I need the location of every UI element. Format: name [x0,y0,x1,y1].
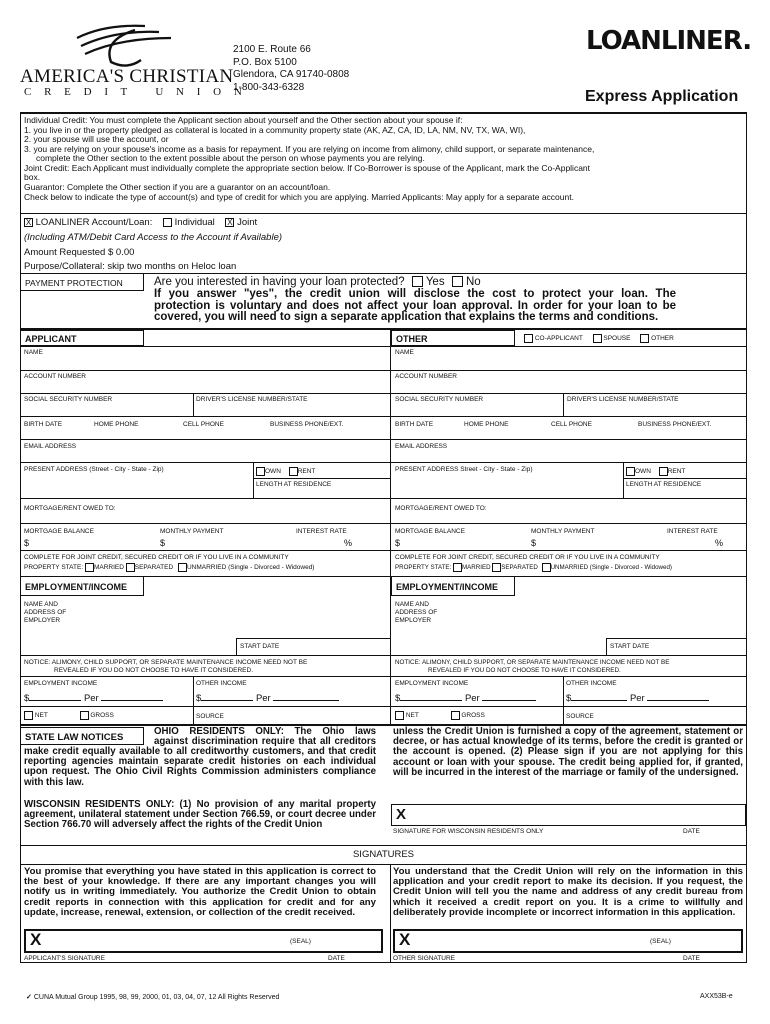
rule [20,523,390,524]
individual-checkbox[interactable] [163,218,172,227]
other-married-checkbox[interactable] [453,563,462,572]
protection-line: covered, you will need to sign a separate application that explains the terms and conditions. [154,311,659,324]
other-mortgage-balance-label: MORTGAGE BALANCE [395,528,465,535]
instruction-item: 3. you are relying on your spouse's income as a basis for repayment. If you are relying on income from alimony, child support, or separate maintenance, [24,143,595,154]
org-address [233,44,349,94]
purpose-collateral[interactable]: Purpose/Collateral: skip two months on Heloc loan [24,261,237,272]
rule [390,550,746,551]
rule [390,393,746,394]
credit-union-logo-mark [75,20,175,72]
applicant-title: APPLICANT [25,334,77,344]
applicant-payment-dollar[interactable]: $ [160,538,166,548]
co-applicant-checkbox[interactable] [524,334,533,343]
rule [20,676,390,677]
other-payment-dollar[interactable]: $ [531,538,537,548]
account-type-row [24,217,257,228]
ohio-notice-head [154,727,376,747]
divider [623,462,624,498]
rule [20,845,747,846]
copyright-line [26,993,279,1001]
own-label: OWN [635,468,651,476]
payment-protection-label: PAYMENT PROTECTION [25,278,123,288]
applicant-emp-income-label: EMPLOYMENT INCOME [24,680,98,687]
other-balance-dollar[interactable]: $ [395,538,401,548]
state-law-title: STATE LAW NOTICES [25,732,124,743]
applicant-net-checkbox[interactable] [24,711,33,720]
applicant-net-gross [24,711,114,720]
org-name: AMERICA'S CHRISTIAN [20,66,234,87]
divider [563,393,564,416]
applicant-marital-row [24,563,314,572]
protection-line: protection is voluntary and does not affect your loan approval. In order for your loan to be [154,299,676,312]
applicant-mortgage-balance-label: MORTGAGE BALANCE [24,528,94,535]
divider [193,676,194,724]
signature-x-mark: X [30,930,42,949]
other-type-row [524,334,674,343]
other-notice-b: REVEALED IF YOU DO NOT CHOOSE TO HAVE IT CONSIDERED. [428,667,621,674]
other-monthly-payment-label: MONTHLY PAYMENT [531,528,595,535]
protection-yes-label: Yes [425,276,445,288]
applicant-certification: You promise that everything you have stated in this application is correct to the best of your knowledge. If there are any important changes you will notify us in writing immediately. You authorize the Credit Union to obtain credit reports in connection with this application for credit and for any update, increase, renewal, extension, or collection of the credit received. [24,866,376,918]
signature-x-mark: X [396,806,407,823]
ohio-line: OHIO RESIDENTS ONLY: The Ohio laws [154,726,376,737]
top-rule [20,112,747,114]
loanliner-logo: LOANLINER. [586,26,752,56]
other-interest-label: INTEREST RATE [667,528,718,535]
address-line: 2100 E. Route 66 [233,44,311,55]
wisconsin-signature-box[interactable] [391,804,746,826]
rule [236,638,390,639]
wisconsin-notice-cont: unless the Credit Union is furnished a copy of the agreement, statement or decree, or has actual knowledge of its terms, before the credit is granted or the account is opened. (2) Please sign if you are not applying for this account or loan with your spouse. The credit being applied for, if granted, will be incurred in the interest of the marriage or family of the undersigned. [393,726,743,778]
gross-label: GROSS [461,712,485,720]
rule [623,478,746,479]
dollar-sign: $ [395,693,401,704]
gross-label: GROSS [90,712,114,720]
property-state-label: PROPERTY STATE: [24,564,84,572]
other-ssn-label: SOCIAL SECURITY NUMBER [395,396,484,403]
instructions [24,116,744,203]
applicant-birthdate-label: BIRTH DATE [24,421,63,428]
rule [390,416,746,417]
rent-label: RENT [297,468,316,476]
rule [20,550,390,551]
instruction-intro: Individual Credit: You must complete the Applicant section about yourself and the Other section about your spouse if: [24,115,463,125]
divider [253,462,254,498]
other-signature-label: OTHER SIGNATURE [393,955,455,962]
other-start-date-label: START DATE [610,643,650,650]
applicant-interest-percent[interactable]: % [344,538,353,548]
applicant-joint-note: COMPLETE FOR JOINT CREDIT, SECURED CREDIT OR IF YOU LIVE IN A COMMUNITY [24,554,289,561]
other-employer-label: NAME AND ADDRESS OF EMPLOYER [395,601,438,624]
address-line: P.O. Box 5100 [233,56,297,68]
applicant-emp-income-field[interactable] [24,693,163,704]
rule [390,655,746,656]
applicant-signature-box[interactable] [24,929,383,953]
loanliner-checkbox[interactable]: X [25,217,32,227]
applicant-monthly-payment-label: MONTHLY PAYMENT [160,528,224,535]
applicant-email-label: EMAIL ADDRESS [24,443,77,450]
form-title: Express Application [585,88,739,105]
rule [390,676,746,677]
signatures-title: SIGNATURES [352,849,415,860]
other-unmarried-checkbox[interactable] [542,563,551,572]
ohio-line: against discrimination require that all creditors [154,736,376,747]
joint-credit-note: Joint Credit: Each Applicant must individually complete the appropriate section below. If Co-Borrower is spouse of the Applicant, mark the Co-Applicant [24,162,591,173]
left-border [20,112,21,962]
check-below-note: Check below to indicate the type of account(s) and type of credit for which you are applying. Married Applicants: May apply for a separate account. [24,192,574,202]
per-label: Per [464,693,480,704]
individual-label: Individual [174,217,215,228]
applicant-interest-label: INTEREST RATE [296,528,347,535]
other-interest-percent[interactable]: % [715,538,724,548]
other-title: OTHER [396,334,428,344]
cuna-logo-icon: ✓ [26,994,32,1001]
divider [193,393,194,416]
rule [20,864,747,865]
dollar-sign: $ [24,693,30,704]
other-net-checkbox[interactable] [395,711,404,720]
phone-line: 1-800-343-6328 [233,81,305,93]
other-own-checkbox[interactable] [626,467,635,476]
divider [606,638,607,655]
other-certification: You understand that the Credit Union will rely on the information in this application and your credit report to make its decision. If you request, the Credit Union will tell you the name and address of any credit bureau from which it received a credit report on you. It is a crime to willfully and deliberately provide incomplete or incorrect information in this application. [393,866,743,918]
applicant-source-label: SOURCE [196,713,224,720]
other-signature-box[interactable] [393,929,743,953]
other-address-label: PRESENT ADDRESS Street - City - State - Zip) [395,466,533,473]
other-businessphone-label: BUSINESS PHONE/EXT. [638,421,712,428]
other-gross-checkbox[interactable] [451,711,460,720]
applicant-rent-checkbox[interactable] [289,467,298,476]
spouse-label: SPOUSE [603,335,631,343]
rule [20,655,390,656]
column-divider [390,864,391,962]
applicant-balance-dollar[interactable]: $ [24,538,30,548]
wisconsin-date-label: DATE [683,828,700,835]
applicant-cellphone-label: CELL PHONE [183,421,224,428]
applicant-start-date-label: START DATE [240,643,280,650]
other-joint-note: COMPLETE FOR JOINT CREDIT, SECURED CREDIT OR IF YOU LIVE IN A COMMUNITY [395,554,660,561]
other-employment-title: EMPLOYMENT/INCOME [396,582,499,592]
rule [20,346,390,347]
applicant-gross-checkbox[interactable] [80,711,89,720]
form-code: AXX53B-e [700,993,733,1000]
applicant-employer-label: NAME AND ADDRESS OF EMPLOYER [24,601,67,624]
applicant-other-income-field[interactable] [196,693,339,704]
protection-no-label: No [465,276,481,288]
applicant-unmarried-checkbox[interactable] [178,563,187,572]
other-emp-income-label: EMPLOYMENT INCOME [395,680,469,687]
copyright-text: CUNA Mutual Group 1995, 98, 99, 2000, 01, 03, 04, 07, 12 All Rights Reserved [33,994,280,1001]
applicant-ssn-label: SOCIAL SECURITY NUMBER [24,396,113,403]
applicant-notice-a: NOTICE: ALIMONY, CHILD SUPPORT, OR SEPARATE MAINTENANCE INCOME NEED NOT BE [24,659,308,666]
net-label: NET [34,712,48,720]
protection-no-checkbox[interactable] [452,276,463,287]
rule [390,523,746,524]
separated-label: SEPARATED [134,564,174,572]
protection-text [154,289,676,324]
unmarried-label: UNMARRIED (Single - Divorced - Widowed) [186,564,315,572]
rule [20,462,390,463]
protection-question: Are you interested in having your loan protected? [154,276,405,288]
other-emp-income-field[interactable] [395,693,536,704]
applicant-married-checkbox[interactable] [85,563,94,572]
rule [390,439,746,440]
ohio-notice-body: make credit equally available to all creditworthy customers, and that credit reporting agencies maintain separate credit histories on each individual upon request. The Ohio Civil Rights Commission administers compliance with this law. [24,746,376,788]
applicant-own-rent [256,467,315,476]
per-label: Per [83,693,99,704]
applicant-businessphone-label: BUSINESS PHONE/EXT. [270,421,344,428]
rule [253,478,390,479]
co-applicant-label: CO-APPLICANT [534,335,583,343]
rule [20,393,390,394]
other-other-income-label: OTHER INCOME [566,680,617,687]
bottom-rule [20,962,747,963]
applicant-address-label: PRESENT ADDRESS (Street - City - State - Zip) [24,466,164,473]
other-cellphone-label: CELL PHONE [551,421,592,428]
guarantor-note: Guarantor: Complete the Other section if you are a guarantor on an account/loan. [24,181,331,192]
applicant-employment-title: EMPLOYMENT/INCOME [25,582,128,592]
other-source-label: SOURCE [566,713,594,720]
other-other-income-field[interactable] [566,693,709,704]
per-label: Per [629,693,645,704]
applicant-mortgage-owed-label: MORTGAGE/RENT OWED TO: [24,505,116,512]
atm-note: (Including ATM/Debit Card Access to the Account if Available) [24,232,283,243]
other-separated-checkbox[interactable] [492,563,501,572]
column-divider [390,328,391,724]
applicant-separated-checkbox[interactable] [126,563,135,572]
other-birthdate-label: BIRTH DATE [395,421,434,428]
rule [606,638,746,639]
divider [236,638,237,655]
dollar-sign: $ [566,693,572,704]
other-rent-checkbox[interactable] [659,467,668,476]
amount-requested[interactable]: Amount Requested $ 0.00 [24,247,135,258]
other-date-label: DATE [683,955,700,962]
net-label: NET [405,712,419,720]
signature-x-mark: X [399,930,411,949]
instruction-item: 1. you live in or the property pledged as collateral is located in a community property state (AK, AZ, CA, ID, LA, NM, NV, TX, WA, WI), [24,124,526,135]
applicant-homephone-label: HOME PHONE [94,421,139,428]
applicant-account-label: ACCOUNT NUMBER [24,373,86,380]
instruction-item: 2. your spouse will use the account, or [24,134,169,144]
rule [390,346,746,347]
applicant-license-label: DRIVER'S LICENSE NUMBER/STATE [196,396,308,403]
wisconsin-notice: WISCONSIN RESIDENTS ONLY: (1) No provision of any marital property agreement, unilateral statement under Section 766.59, or court decree under Section 766.70 will adversely affect the rights of the Credit Union [24,799,376,831]
dollar-sign: $ [196,693,202,704]
loanliner-label: LOANLINER Account/Loan: [35,217,153,228]
seal-label: (SEAL) [290,938,311,945]
separated-label: SEPARATED [501,564,538,572]
per-label: Per [255,693,271,704]
applicant-signature-label: APPLICANT'S SIGNATURE [24,955,105,962]
applicant-other-income-label: OTHER INCOME [196,680,247,687]
own-label: OWN [265,468,281,476]
protection-line: If you answer "yes", the credit union will disclose the cost to protect your loan. The [154,288,676,300]
rule [390,370,746,371]
rule [20,370,390,371]
rule [20,213,747,214]
divider [563,676,564,724]
applicant-date-label: DATE [328,955,345,962]
joint-label: Joint [237,217,258,228]
other-mortgage-owed-label: MORTGAGE/RENT OWED TO: [395,505,487,512]
married-label: MARRIED [462,564,491,572]
right-border [746,112,747,962]
protection-yes-checkbox[interactable] [412,276,423,287]
seal-label: (SEAL) [650,938,671,945]
other-email-label: EMAIL ADDRESS [395,443,448,450]
wisconsin-signature-label: SIGNATURE FOR WISCONSIN RESIDENTS ONLY [393,828,544,835]
other-account-label: ACCOUNT NUMBER [395,373,457,380]
applicant-own-checkbox[interactable] [256,467,265,476]
other-name-label: NAME [395,349,414,356]
joint-checkbox[interactable]: X [227,217,233,227]
rent-label: RENT [667,468,686,476]
other-length-label: LENGTH AT RESIDENCE [626,481,702,488]
other-own-rent [626,467,685,476]
protection-question-row [154,276,481,288]
rule [390,462,746,463]
other-option-label: OTHER [651,335,674,343]
org-subname: C R E D I T U N I O N [24,86,247,98]
property-state-label: PROPERTY STATE: [395,564,452,572]
applicant-notice-b: REVEALED IF YOU DO NOT CHOOSE TO HAVE IT CONSIDERED. [54,667,254,674]
applicant-length-label: LENGTH AT RESIDENCE [256,481,332,488]
other-homephone-label: HOME PHONE [464,421,509,428]
rule [20,439,390,440]
rule [20,706,390,707]
other-checkbox[interactable] [640,334,649,343]
other-net-gross [395,711,485,720]
unmarried-label: UNMARRIED (Single - Divorced - Widowed) [550,564,672,572]
rule [20,416,390,417]
rule [390,706,746,707]
address-line: Glendora, CA 91740-0808 [233,69,350,80]
rule [390,498,746,499]
other-license-label: DRIVER'S LICENSE NUMBER/STATE [567,396,679,403]
other-notice-a: NOTICE: ALIMONY, CHILD SUPPORT, OR SEPARATE MAINTENANCE INCOME NEED NOT BE [395,659,670,666]
applicant-name-label: NAME [24,349,43,356]
spouse-checkbox[interactable] [593,334,602,343]
joint-credit-note: box. [24,172,41,182]
instruction-item: complete the Other section to the extent possible about the person on whose payments you are relying. [36,153,425,163]
married-label: MARRIED [93,564,124,572]
rule [20,498,390,499]
other-marital-row [395,563,672,572]
